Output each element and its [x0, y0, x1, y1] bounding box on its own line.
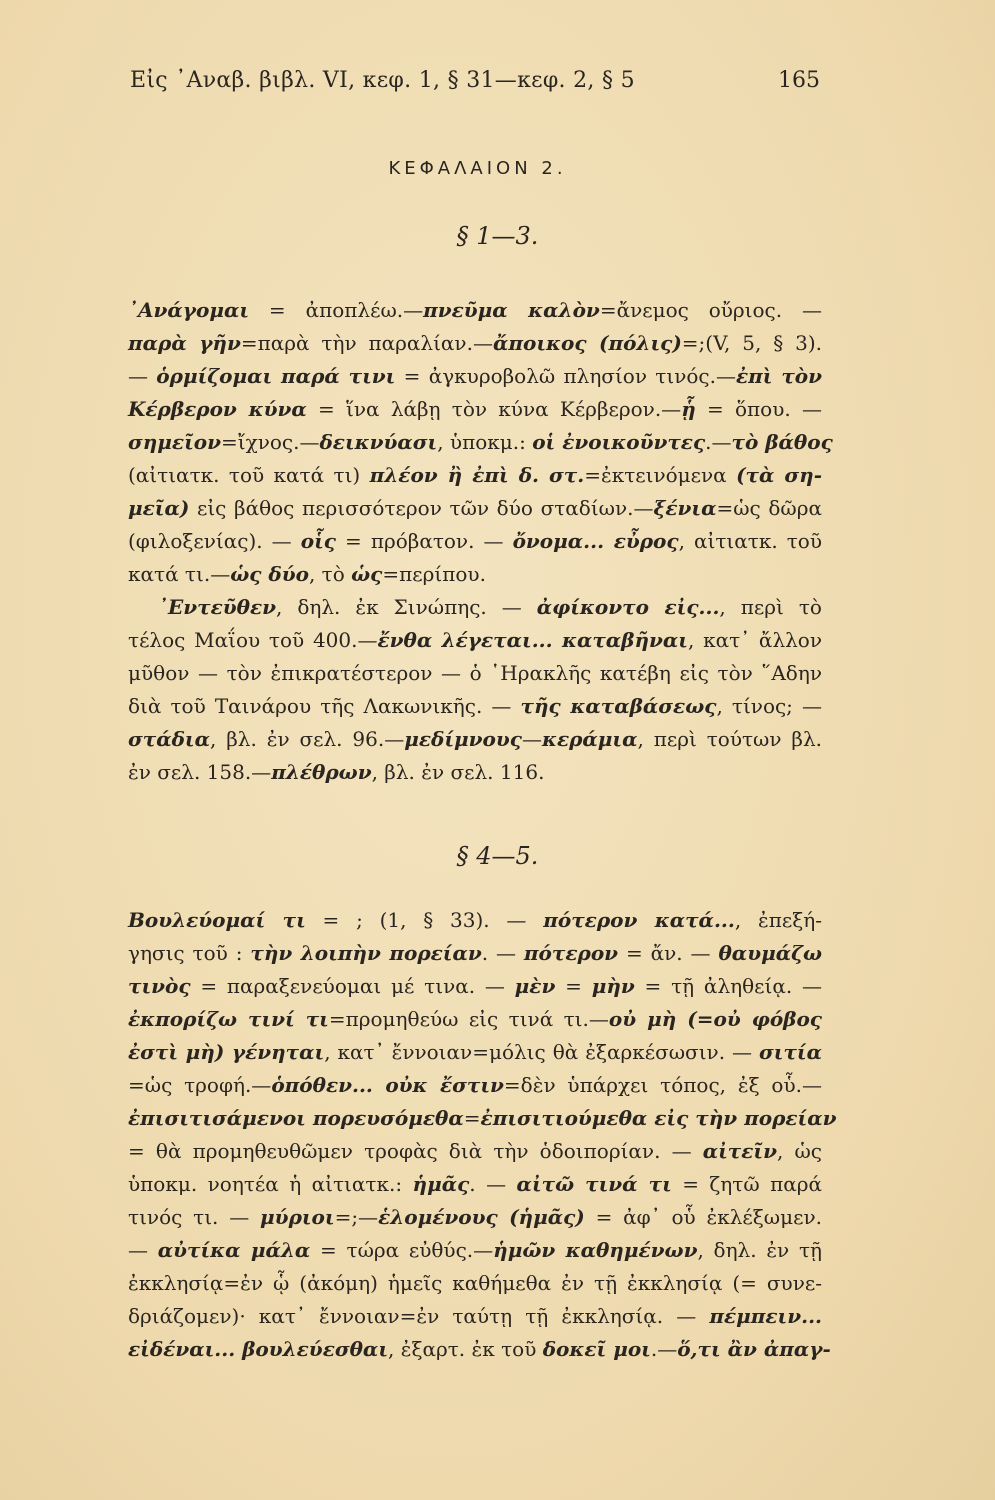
lemma-term: σημεῖον	[128, 430, 221, 454]
gloss-text: =;(V, 5, § 3).	[681, 331, 822, 355]
text-line	[128, 525, 822, 558]
lemma-term: δεικνύασι	[319, 430, 438, 454]
text-line	[128, 1333, 831, 1366]
section-body-4-5	[128, 904, 837, 1366]
gloss-text: —	[128, 1238, 158, 1262]
text-line	[128, 937, 822, 970]
lemma-term: εἰδέναι... βουλεύεσθαι	[128, 1337, 388, 1361]
gloss-text: , κατ᾿ ἄλλον	[687, 628, 822, 652]
text-line	[128, 393, 822, 426]
gloss-text: = ; (1, § 33). —	[305, 908, 544, 932]
gloss-text: , βλ. ἐν σελ. 116.	[371, 760, 545, 784]
gloss-text: = πρόβατον. —	[335, 529, 513, 553]
gloss-text: —	[128, 364, 157, 388]
lemma-term: ὁπόθεν... οὐκ ἔστιν	[271, 1073, 504, 1097]
gloss-text: . —	[469, 1172, 517, 1196]
lemma-term: τινὸς	[128, 974, 191, 998]
lemma-term: οἷς	[300, 529, 336, 553]
gloss-text: =ἄνεμος οὔριος. —	[599, 298, 822, 322]
gloss-text: διὰ τοῦ Ταινάρου τῆς Λακωνικῆς. —	[128, 694, 521, 718]
text-line	[128, 723, 822, 756]
gloss-text: —	[521, 727, 542, 751]
gloss-text: , βλ. ἐν σελ. 96.—	[210, 727, 405, 751]
gloss-text: .—	[650, 1337, 678, 1361]
chapter-heading-text: ΚΕΦΑΛΑΙΟΝ 2.	[388, 158, 567, 179]
lemma-term: μεῖα)	[128, 496, 190, 520]
text-line	[128, 1168, 822, 1201]
lemma-term: μύριοι	[260, 1205, 335, 1229]
lemma-term: ᾿Ανάγομαι	[128, 298, 250, 322]
gloss-text: =ὡς τροφή.—	[128, 1073, 272, 1097]
lemma-term: πέμπειν...	[709, 1304, 822, 1328]
text-line	[128, 1003, 822, 1036]
gloss-text: =προμηθεύω εἰς τινά τι.—	[328, 1007, 609, 1031]
gloss-text: τινός τι. —	[128, 1205, 261, 1229]
lemma-term: πλέον ἢ ἐπὶ δ. στ.	[369, 463, 585, 487]
gloss-text: τέλος Μαΐου τοῦ 400.—	[128, 628, 378, 652]
lemma-term: ἐστὶ μὴ) γένηται	[128, 1040, 325, 1064]
lemma-term: μὲν	[514, 974, 556, 998]
gloss-text: , ὑποκμ.:	[437, 430, 533, 454]
chapter-heading	[0, 158, 995, 179]
text-line	[128, 1201, 822, 1234]
lemma-term: σιτία	[759, 1040, 822, 1064]
text-line	[128, 690, 822, 723]
lemma-term: δοκεῖ μοι	[542, 1337, 651, 1361]
gloss-text: , περὶ τὸ	[719, 595, 822, 619]
gloss-text: κατά τι.—	[128, 562, 231, 586]
lemma-term: αἰτῶ τινά τι	[516, 1172, 672, 1196]
gloss-text: γησις τοῦ :	[128, 941, 251, 965]
lemma-term: μεδίμνους	[404, 727, 522, 751]
gloss-text: =	[555, 974, 592, 998]
lemma-term: ἡμῶν καθημένων	[493, 1238, 698, 1262]
gloss-text: (φιλοξενίας). —	[128, 529, 301, 553]
text-line	[128, 294, 822, 327]
gloss-text: = ἀγκυροβολῶ πλησίον τινός.—	[395, 364, 736, 388]
text-line	[128, 327, 822, 360]
gloss-text: =;—	[334, 1205, 379, 1229]
gloss-text: =παρὰ τὴν παραλίαν.—	[240, 331, 493, 355]
lemma-term: ὅ,τι ἂν ἀπαγ-	[677, 1337, 831, 1361]
text-line	[128, 624, 822, 657]
gloss-text: =	[463, 1106, 481, 1130]
running-title: Εἰς ᾿Αναβ. βιβλ. VI, κεφ. 1, § 31—κεφ. 2, § 5	[130, 68, 635, 93]
gloss-text: , αἰτιατκ. τοῦ	[678, 529, 822, 553]
gloss-text: , κατ᾿ ἔννοιαν=μόλις θὰ ἐξαρκέσωσιν. —	[324, 1040, 760, 1064]
lemma-term: Βουλεύομαί τι	[128, 908, 306, 932]
text-line	[128, 426, 833, 459]
gloss-text: , δηλ. ἐν τῇ	[697, 1238, 822, 1262]
lemma-term: πνεῦμα καλὸν	[423, 298, 600, 322]
text-line	[128, 360, 822, 393]
gloss-text: , τίνος; —	[716, 694, 823, 718]
text-line	[128, 1267, 822, 1300]
lemma-term: ἄποικος (πόλις)	[492, 331, 682, 355]
text-line	[128, 1300, 822, 1333]
gloss-text: = ὅπου. —	[695, 397, 822, 421]
lemma-term: ἀφίκοντο εἰς...	[536, 595, 720, 619]
gloss-text: = τώρα εὐθύς.—	[310, 1238, 494, 1262]
lemma-term: ἐπισιτιούμεθα εἰς τὴν πορείαν	[480, 1106, 837, 1130]
text-line	[128, 1234, 822, 1267]
gloss-text: ὑποκμ. νοητέα ἡ αἰτιατκ.:	[128, 1172, 413, 1196]
lemma-term: ὡς δύο	[230, 562, 309, 586]
lemma-term: ἡμᾶς	[412, 1172, 470, 1196]
gloss-text: = τῇ ἀληθείᾳ. —	[634, 974, 822, 998]
lemma-term: ξένια	[653, 496, 717, 520]
lemma-term: πότερον κατά...	[543, 908, 735, 932]
lemma-term: οὐ μὴ (=οὐ φόβος	[608, 1007, 822, 1031]
lemma-term: (τὰ ση-	[736, 463, 822, 487]
gloss-text: =περίπου.	[382, 562, 486, 586]
gloss-text: ἐν σελ. 158.—	[128, 760, 272, 784]
lemma-term: πλέθρων	[271, 760, 372, 784]
page-number: 165	[778, 68, 820, 93]
lemma-term: θαυμάζω	[718, 941, 822, 965]
text-line	[128, 1069, 822, 1102]
gloss-text: , δηλ. ἐκ Σινώπης. —	[276, 595, 537, 619]
lemma-term: ὁρμίζομαι παρά τινι	[156, 364, 396, 388]
lemma-term: ὡς	[351, 562, 383, 586]
gloss-text: = θὰ προμηθευθῶμεν τροφὰς διὰ τὴν ὁδοιπορίαν. —	[128, 1139, 703, 1163]
text-line	[128, 459, 822, 492]
gloss-text: (αἰτιατκ. τοῦ κατά τι)	[128, 463, 370, 487]
gloss-text: = ἀφ᾿ οὗ ἐκλέξωμεν.	[584, 1205, 822, 1229]
text-line	[128, 492, 822, 525]
gloss-text: =ἴχνος.—	[220, 430, 320, 454]
gloss-text: =ἐκτεινόμενα	[584, 463, 737, 487]
gloss-text: , ἐπεξή-	[734, 908, 822, 932]
gloss-text: δριάζομεν)· κατ᾿ ἔννοιαν=ἐν ταύτῃ τῇ ἐκκλησίᾳ. —	[128, 1304, 710, 1328]
lemma-term: τῆς καταβάσεως	[520, 694, 717, 718]
lemma-term: κεράμια	[541, 727, 638, 751]
lemma-term: αὐτίκα μάλα	[157, 1238, 311, 1262]
lemma-term: ᾿Εντεῦθεν	[158, 595, 276, 619]
text-line	[128, 1102, 837, 1135]
gloss-text: . —	[481, 941, 524, 965]
gloss-text: εἰς βάθος περισσότερον τῶν δύο σταδίων.—	[189, 496, 654, 520]
gloss-text: =ὡς δῶρα	[716, 496, 822, 520]
running-head	[130, 68, 820, 108]
gloss-text: = ἄν. —	[618, 941, 719, 965]
lemma-term: ἐκπορίζω τινί τι	[128, 1007, 329, 1031]
lemma-term: ἐπισιτισάμενοι πορευσόμεθα	[128, 1106, 464, 1130]
lemma-term: Κέρβερον κύνα	[128, 397, 307, 421]
lemma-term: πότερον	[523, 941, 619, 965]
gloss-text: = ἵνα λάβῃ τὸν κύνα Κέρβερον.—	[306, 397, 682, 421]
text-line	[128, 970, 822, 1003]
section-heading-4-5: § 4—5.	[456, 842, 539, 870]
lemma-term: ὄνομα... εὖρος	[512, 529, 679, 553]
text-line	[128, 558, 822, 591]
text-line	[128, 1135, 822, 1168]
lemma-term: ἐπὶ τὸν	[735, 364, 822, 388]
lemma-term: παρὰ γῆν	[128, 331, 241, 355]
gloss-text: , ἐξαρτ. ἐκ τοῦ	[388, 1337, 543, 1361]
gloss-text: μῦθον — τὸν ἐπικρατέστερον — ὁ ῾Ηρακλῆς κατέβη εἰς τὸν ῞Αδην	[128, 661, 822, 685]
lemma-term: στάδια	[128, 727, 211, 751]
text-line	[128, 591, 822, 624]
gloss-text: , περὶ τούτων βλ.	[637, 727, 822, 751]
lemma-term: ἑλομένους (ἡμᾶς)	[378, 1205, 585, 1229]
lemma-term: αἰτεῖν	[702, 1139, 777, 1163]
gloss-text: ἐκκλησίᾳ=ἐν ᾧ (ἀκόμη) ἡμεῖς καθήμεθα ἐν τῇ ἐκκλησίᾳ (= συνε-	[128, 1271, 822, 1295]
gloss-text: , ὡς	[776, 1139, 822, 1163]
text-line	[128, 756, 822, 789]
gloss-text: , τὸ	[308, 562, 352, 586]
lemma-term: ἔνθα λέγεται... καταβῆναι	[377, 628, 688, 652]
text-line	[128, 904, 822, 937]
gloss-text: = ζητῶ παρά	[671, 1172, 822, 1196]
section-body-1-3	[128, 294, 833, 789]
lemma-term: μὴν	[591, 974, 635, 998]
gloss-text: = ἀποπλέω.—	[249, 298, 424, 322]
lemma-term: τὸ βάθος	[731, 430, 833, 454]
section-heading-1-3: § 1—3.	[456, 222, 539, 250]
lemma-term: τὴν λοιπὴν πορείαν	[250, 941, 482, 965]
text-line	[128, 1036, 822, 1069]
gloss-text: .—	[705, 430, 732, 454]
text-line	[128, 657, 822, 690]
gloss-text: = παραξενεύομαι μέ τινα. —	[190, 974, 515, 998]
lemma-term: ᾗ	[681, 397, 696, 421]
gloss-text: =δὲν ὑπάρχει τόπος, ἐξ οὗ.—	[503, 1073, 822, 1097]
lemma-term: οἱ ἐνοικοῦντες	[532, 430, 706, 454]
